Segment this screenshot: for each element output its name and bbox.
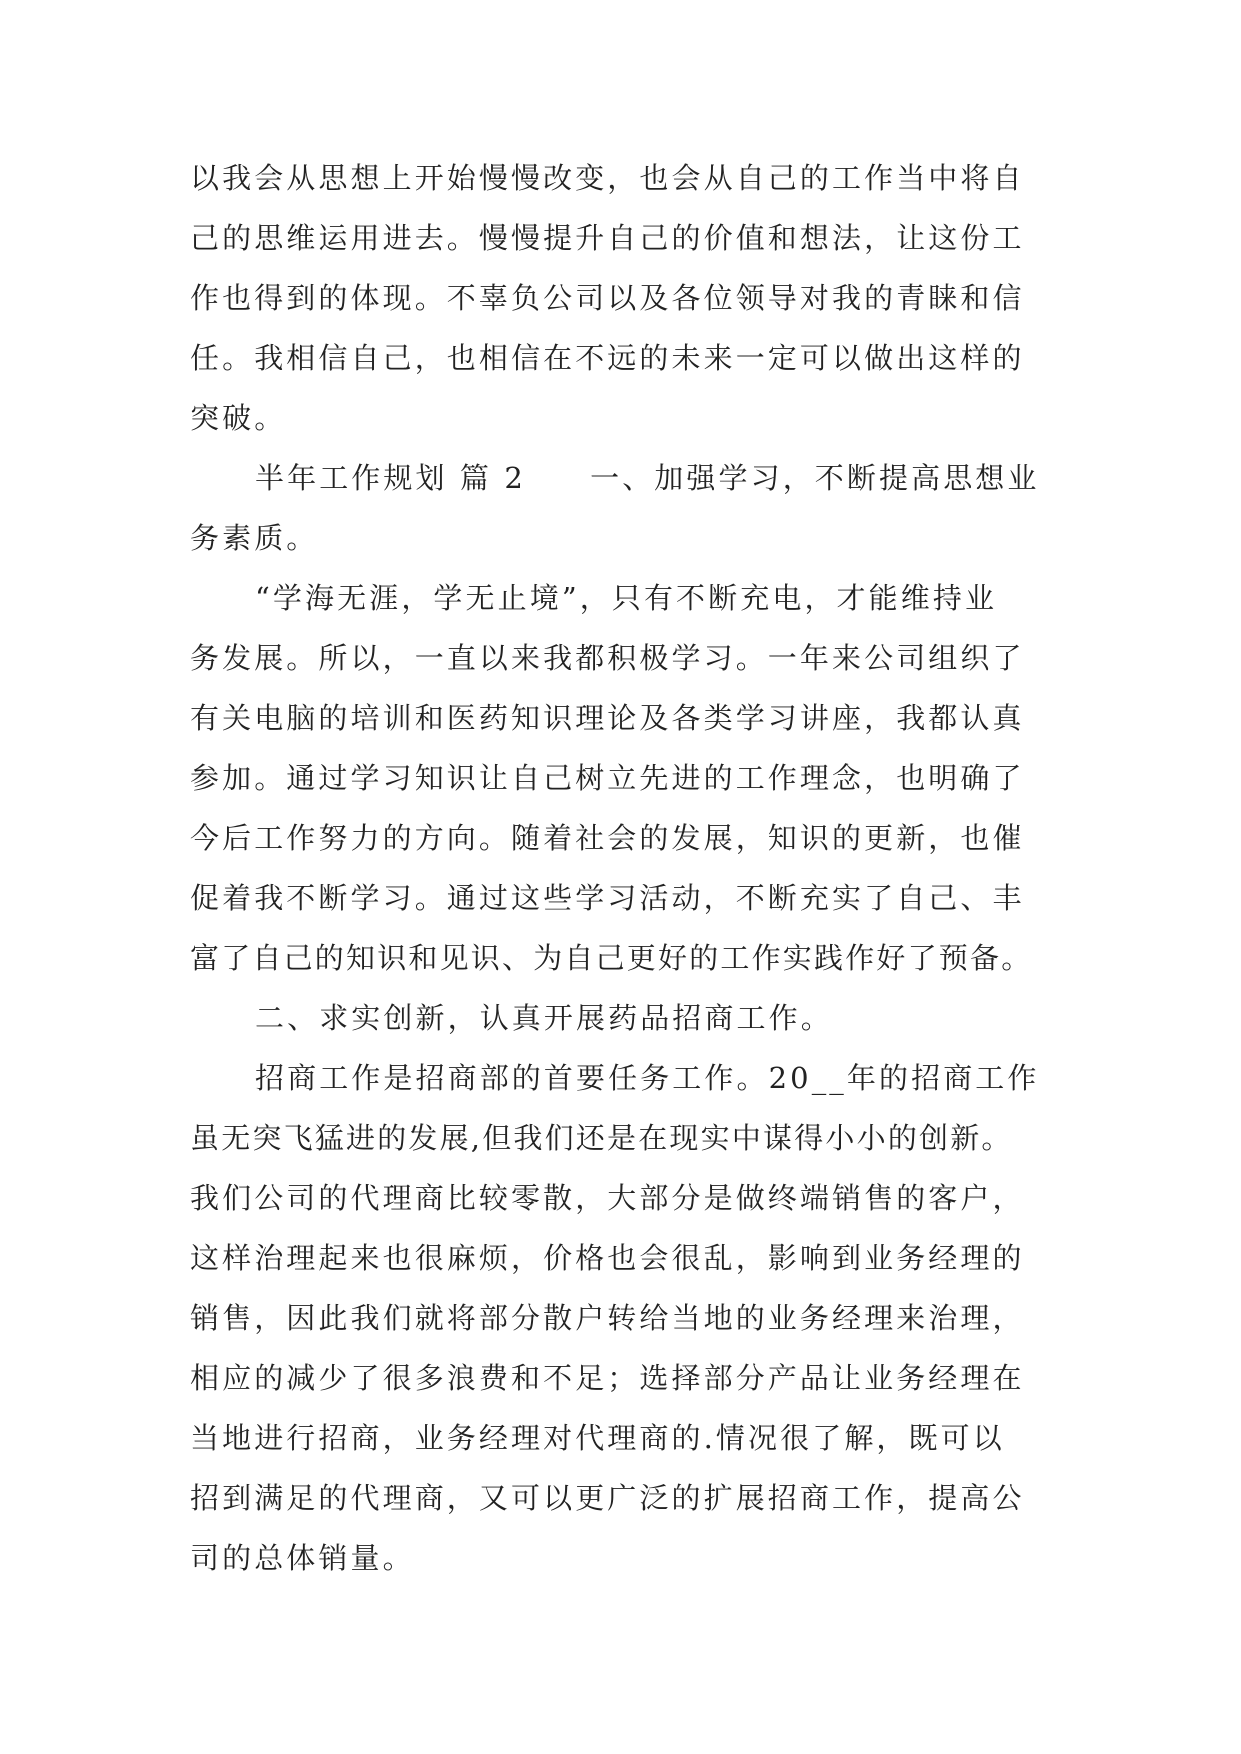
section-heading: 二、求实创新，认真开展药品招商工作。 xyxy=(255,1001,833,1035)
text-line: 务发展。所以，一直以来我都积极学习。一年来公司组织了 xyxy=(190,641,1025,675)
text-line: 招到满足的代理商，又可以更广泛的扩展招商工作，提高公 xyxy=(190,1481,1025,1515)
text-line: 突破。 xyxy=(190,401,287,435)
text-line: 作也得到的体现。不辜负公司以及各位领导对我的青睐和信 xyxy=(190,281,1025,315)
text-line: 参加。通过学习知识让自己树立先进的工作理念，也明确了 xyxy=(190,761,1025,795)
text-line: 促着我不断学习。通过这些学习活动，不断充实了自己、丰 xyxy=(190,881,1025,915)
text-line: 以我会从思想上开始慢慢改变，也会从自己的工作当中将自 xyxy=(190,161,1025,195)
text-line: 当地进行招商，业务经理对代理商的.情况很了解，既可以 xyxy=(190,1421,1005,1455)
text-line: “学海无涯，学无止境”，只有不断充电，才能维持业 xyxy=(255,581,998,615)
text-line: 今后工作努力的方向。随着社会的发展，知识的更新，也催 xyxy=(190,821,1025,855)
text-line: 我们公司的代理商比较零散，大部分是做终端销售的客户， xyxy=(190,1181,1025,1215)
text-line: 富了自己的知识和见识、为自己更好的工作实践作好了预备。 xyxy=(190,941,1033,975)
text-line: 己的思维运用进去。慢慢提升自己的价值和想法，让这份工 xyxy=(190,221,1025,255)
section-heading: 半年工作规划 篇 2 一、加强学习，不断提高思想业 xyxy=(255,461,1040,495)
text-line: 招商工作是招商部的首要任务工作。20__年的招商工作 xyxy=(255,1061,1040,1095)
text-line: 司的总体销量。 xyxy=(190,1541,415,1575)
text-line: 销售，因此我们就将部分散户转给当地的业务经理来治理， xyxy=(190,1301,1025,1335)
text-line: 相应的减少了很多浪费和不足；选择部分产品让业务经理在 xyxy=(190,1361,1025,1395)
text-line: 有关电脑的培训和医药知识理论及各类学习讲座，我都认真 xyxy=(190,701,1025,735)
text-line: 这样治理起来也很麻烦，价格也会很乱，影响到业务经理的 xyxy=(190,1241,1025,1275)
text-line: 任。我相信自己，也相信在不远的未来一定可以做出这样的 xyxy=(190,341,1025,375)
text-line: 务素质。 xyxy=(190,521,319,555)
text-line: 虽无突飞猛进的发展,但我们还是在现实中谋得小小的创新。 xyxy=(190,1121,1013,1155)
